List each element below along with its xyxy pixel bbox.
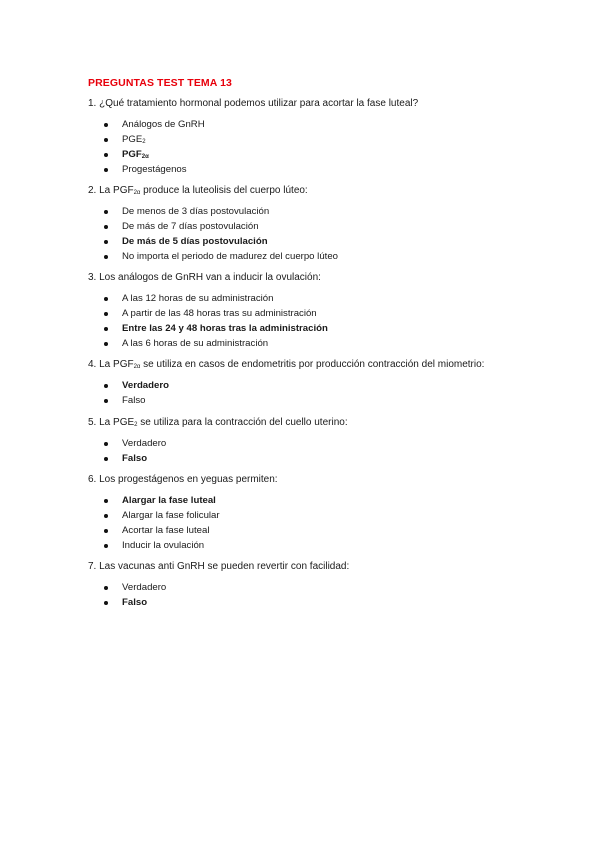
question-7: 7. Las vacunas anti GnRH se pueden revertir con facilidad: (88, 561, 350, 572)
bullet-icon (104, 168, 108, 172)
answer-option: A las 6 horas de su administración (122, 338, 269, 349)
answer-option: Verdadero (122, 582, 167, 593)
question-2: 2. La $PGF_{2\alpha}$ produce la luteolisis del cuerpo lúteo: (88, 185, 308, 196)
answer-option: $PGE_2$ (122, 134, 146, 145)
bullet-icon (104, 123, 108, 127)
bullet-icon (104, 399, 108, 403)
bullet-icon (104, 138, 108, 142)
bullet-icon (104, 529, 108, 533)
question-5: 5. La $PGE_2$ se utiliza para la contracción del cuello uterino: (88, 417, 348, 428)
answer-option: Acortar la fase luteal (122, 525, 210, 536)
question-1 (88, 97, 418, 110)
bullet-icon (104, 442, 108, 446)
question-4: 4. La $PGF_{2\alpha}$ se utiliza en casos de endometritis por producción contracción del miometrio: (88, 359, 485, 370)
bullet-icon (104, 544, 108, 548)
answer-option-correct: Falso (122, 453, 148, 464)
bullet-icon (104, 153, 108, 157)
answer-option: Inducir la ovulación (122, 540, 205, 551)
answer-option: Falso (122, 395, 146, 406)
bullet-icon (104, 240, 108, 244)
answer-option: De más de 7 días postovulación (122, 221, 259, 232)
bullet-icon (104, 457, 108, 461)
bullet-icon (104, 327, 108, 331)
question-3: 3. Los análogos de GnRH van a inducir la ovulación: (88, 272, 321, 283)
answer-option: Análogos de GnRH (122, 119, 205, 130)
answer-option: Verdadero (122, 438, 167, 449)
answer-option-correct: Alargar la fase luteal (122, 495, 216, 506)
answer-option: A las 12 horas de su administración (122, 293, 274, 304)
bullet-icon (104, 384, 108, 388)
bullet-icon (104, 601, 108, 605)
answer-option-correct: Verdadero (122, 380, 169, 391)
answer-option: A partir de las 48 horas tras su administración (122, 308, 317, 319)
question-6: 6. Los progestágenos en yeguas permiten: (88, 474, 278, 485)
bullet-icon (104, 586, 108, 590)
bullet-icon (104, 514, 108, 518)
bullet-icon (104, 342, 108, 346)
question-text: 1. ¿Qué tratamiento hormonal podemos utilizar para acortar la fase luteal? (88, 98, 419, 109)
bullet-icon (104, 210, 108, 214)
bullet-icon (104, 255, 108, 259)
answer-option-correct: $PGF_{2\alpha}$ (122, 149, 149, 160)
bullet-icon (104, 499, 108, 503)
bullet-icon (104, 297, 108, 301)
answer-option-correct: Entre las 24 y 48 horas tras la administración (122, 323, 328, 334)
bullet-icon (104, 312, 108, 316)
page-title: PREGUNTAS TEST TEMA 13 (88, 77, 232, 89)
answer-option: Alargar la fase folicular (122, 510, 220, 521)
answer-option: De menos de 3 días postovulación (122, 206, 270, 217)
answer-option-correct: Falso (122, 597, 148, 608)
answer-option: Progestágenos (122, 164, 187, 175)
answer-option: No importa el periodo de madurez del cuerpo lúteo (122, 251, 338, 262)
answer-option-correct: De más de 5 días postovulación (122, 236, 268, 247)
bullet-icon (104, 225, 108, 229)
